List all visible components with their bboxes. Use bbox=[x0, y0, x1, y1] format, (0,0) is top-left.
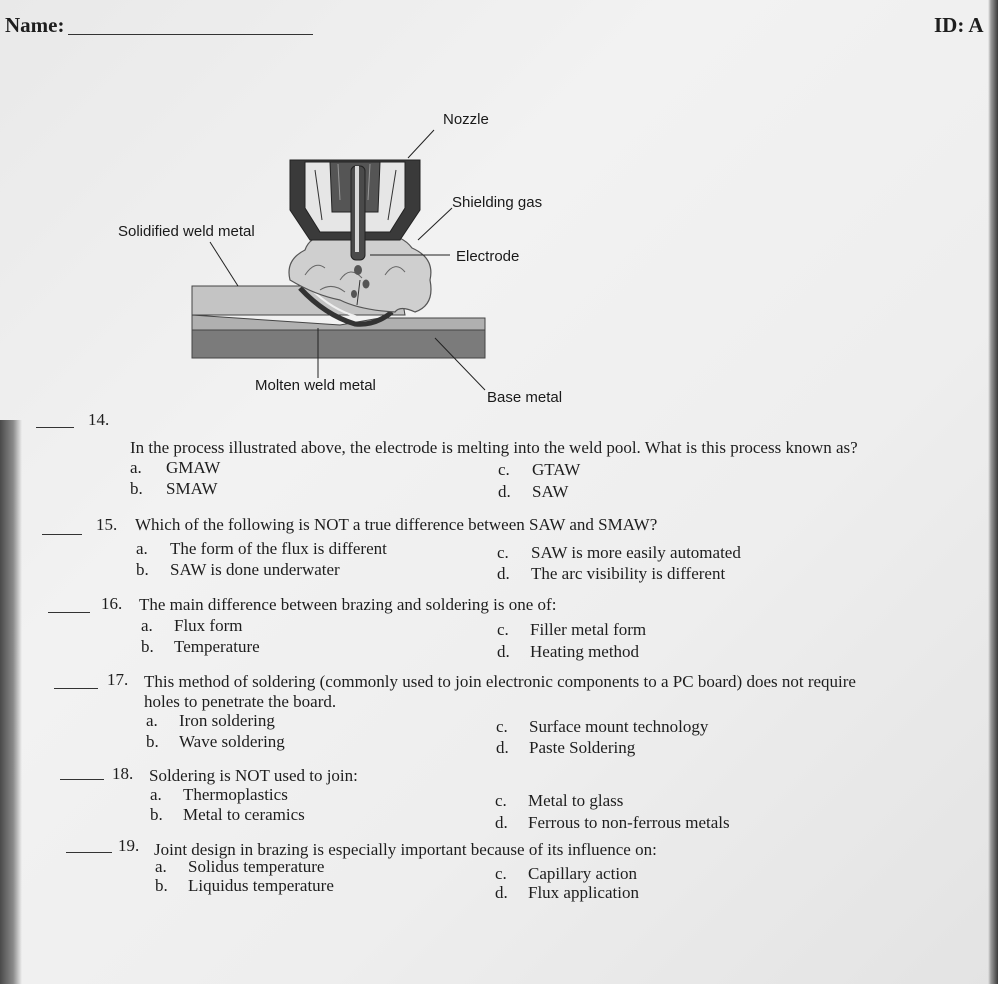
solidified-weld-leader bbox=[210, 242, 238, 286]
answer-blank[interactable] bbox=[66, 852, 112, 853]
question-text: In the process illustrated above, the electrode is melting into the weld pool. What is this process known as? bbox=[130, 438, 858, 457]
label-molten-weld-metal: Molten weld metal bbox=[255, 377, 376, 394]
question-number: 19. bbox=[118, 836, 140, 855]
question-number: 16. bbox=[101, 594, 123, 613]
answer-blank[interactable] bbox=[60, 779, 104, 780]
question-text-line1: This method of soldering (commonly used to join electronic components to a PC board) does not require bbox=[144, 672, 856, 691]
nozzle-leader bbox=[408, 130, 434, 158]
monitor-bezel bbox=[988, 0, 998, 984]
welding-diagram bbox=[100, 100, 600, 420]
question-text-line2: holes to penetrate the board. bbox=[144, 692, 337, 711]
question-text: The main difference between brazing and soldering is one of: bbox=[139, 595, 557, 614]
answer-blank[interactable] bbox=[54, 688, 98, 689]
metal-droplet bbox=[354, 265, 362, 275]
answer-blank[interactable] bbox=[42, 534, 82, 535]
question-text: Joint design in brazing is especially important because of its influence on: bbox=[154, 840, 657, 859]
question-number: 14. bbox=[88, 410, 110, 429]
label-solidified-weld-metal: Solidified weld metal bbox=[118, 223, 255, 240]
name-blank-line bbox=[68, 34, 313, 35]
question-number: 15. bbox=[96, 515, 118, 534]
answer-blank[interactable] bbox=[48, 612, 90, 613]
question-text: Which of the following is NOT a true difference between SAW and SMAW? bbox=[135, 515, 658, 534]
label-nozzle: Nozzle bbox=[443, 111, 489, 128]
question-number: 18. bbox=[112, 764, 134, 783]
page-edge-shadow bbox=[0, 420, 22, 984]
metal-droplet bbox=[363, 280, 370, 289]
answer-blank[interactable] bbox=[36, 427, 74, 428]
label-shielding-gas: Shielding gas bbox=[452, 194, 543, 211]
label-electrode: Electrode bbox=[456, 248, 520, 265]
question-text: Soldering is NOT used to join: bbox=[149, 766, 358, 785]
question-number: 17. bbox=[107, 670, 129, 689]
metal-droplet bbox=[351, 290, 357, 298]
label-base-metal: Base metal bbox=[487, 389, 563, 406]
shielding-gas-leader bbox=[418, 208, 452, 240]
id-label: ID: A bbox=[934, 13, 984, 37]
name-label: Name: bbox=[5, 13, 65, 37]
